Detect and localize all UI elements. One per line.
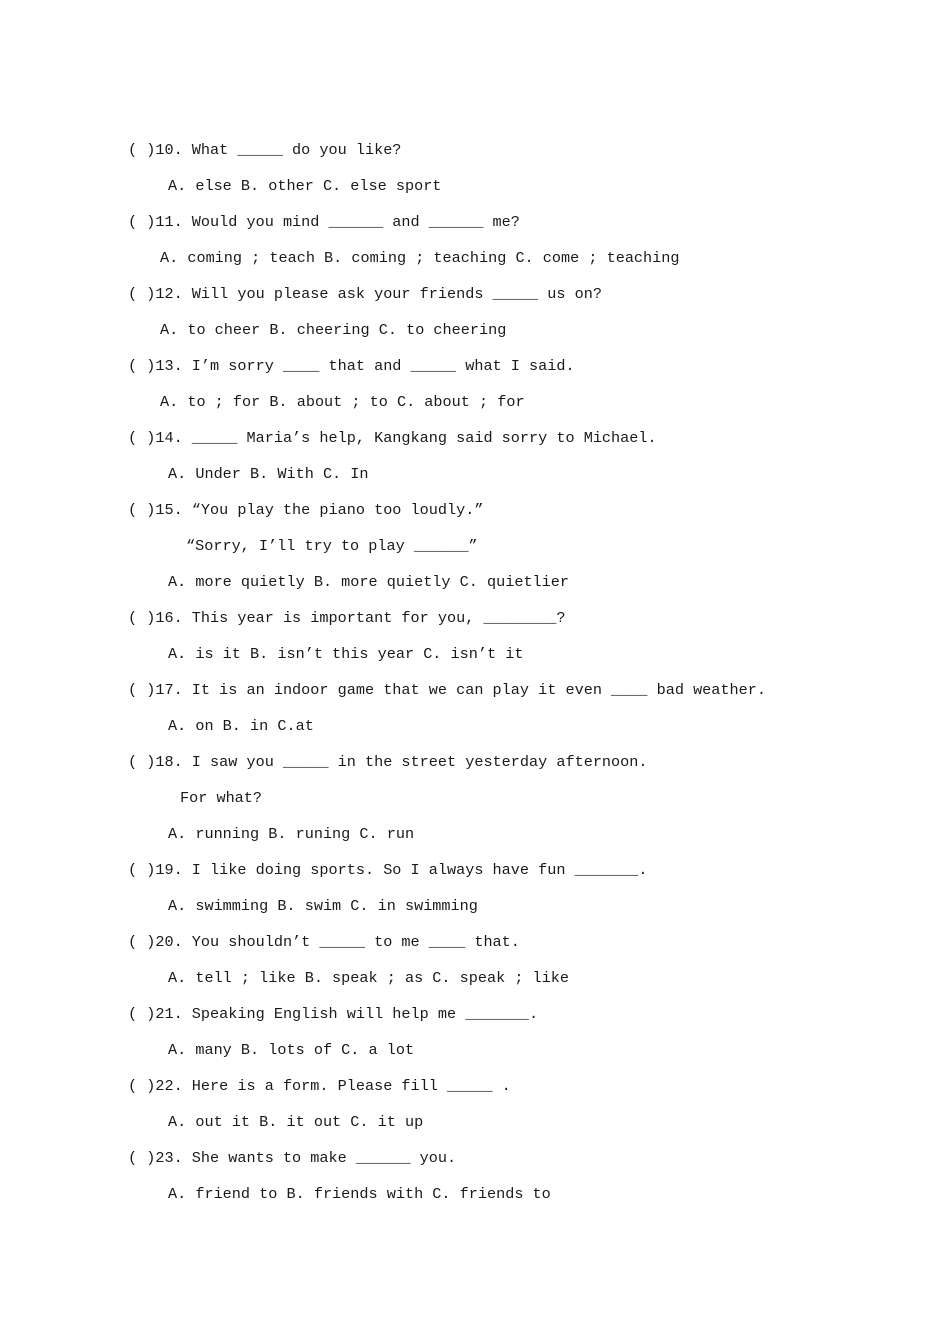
question-15-options: A. more quietly B. more quietly C. quietlier bbox=[168, 573, 570, 591]
question-19-stem: ( )19. I like doing sports. So I always have fun _______. bbox=[128, 861, 648, 879]
question-11-stem: ( )11. Would you mind ______ and ______ me? bbox=[128, 213, 520, 231]
question-20-options: A. tell ; like B. speak ; as C. speak ; like bbox=[168, 969, 570, 987]
question-19-options: A. swimming B. swim C. in swimming bbox=[168, 897, 478, 915]
question-15-reply: “Sorry, I’ll try to play ______” bbox=[186, 537, 478, 555]
question-17-stem: ( )17. It is an indoor game that we can play it even ____ bad weather. bbox=[128, 681, 766, 699]
question-23-stem: ( )23. She wants to make ______ you. bbox=[128, 1149, 457, 1167]
question-14-stem: ( )14. _____ Maria’s help, Kangkang said sorry to Michael. bbox=[128, 429, 657, 447]
question-18-stem: ( )18. I saw you _____ in the street yesterday afternoon. bbox=[128, 753, 648, 771]
question-22-options: A. out it B. it out C. it up bbox=[168, 1113, 424, 1131]
question-17-options: A. on B. in C.at bbox=[168, 717, 314, 735]
question-13-stem: ( )13. I’m sorry ____ that and _____ what I said. bbox=[128, 357, 575, 375]
question-21-stem: ( )21. Speaking English will help me _______. bbox=[128, 1005, 539, 1023]
question-12-options: A. to cheer B. cheering C. to cheering bbox=[160, 321, 507, 339]
question-11-options: A. coming ; teach B. coming ; teaching C. come ; teaching bbox=[160, 249, 680, 267]
question-12-stem: ( )12. Will you please ask your friends _____ us on? bbox=[128, 285, 602, 303]
question-16-options: A. is it B. isn’t this year C. isn’t it bbox=[168, 645, 524, 663]
question-18-options: A. running B. runing C. run bbox=[168, 825, 415, 843]
question-10-options: A. else B. other C. else sport bbox=[168, 177, 442, 195]
question-13-options: A. to ; for B. about ; to C. about ; for bbox=[160, 393, 525, 411]
question-18-reply: For what? bbox=[180, 789, 263, 807]
question-23-options: A. friend to B. friends with C. friends to bbox=[168, 1185, 551, 1203]
question-20-stem: ( )20. You shouldn’t _____ to me ____ that. bbox=[128, 933, 520, 951]
question-14-options: A. Under B. With C. In bbox=[168, 465, 369, 483]
question-16-stem: ( )16. This year is important for you, ________? bbox=[128, 609, 566, 627]
question-21-options: A. many B. lots of C. a lot bbox=[168, 1041, 415, 1059]
question-22-stem: ( )22. Here is a form. Please fill _____ . bbox=[128, 1077, 511, 1095]
question-15-stem: ( )15. “You play the piano too loudly.” bbox=[128, 501, 484, 519]
question-10-stem: ( )10. What _____ do you like? bbox=[128, 141, 402, 159]
